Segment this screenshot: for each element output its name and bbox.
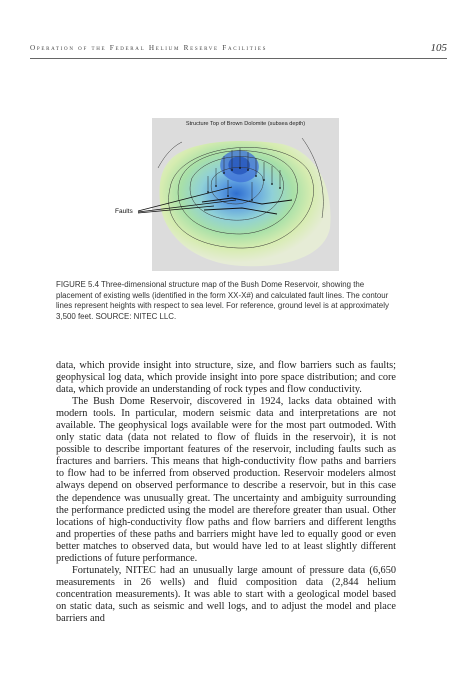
page-number: 105 — [430, 42, 447, 54]
structure-map-image — [152, 118, 339, 271]
paragraph: data, which provide insight into structure, size, and flow barriers such as faults; geophysical log data, which provide insight into pore space distribution; and core data, which provide an understanding of rock types and flow conductivity. — [56, 360, 396, 396]
paragraph: Fortunately, NITEC had an unusually large amount of pressure data (6,650 measurements in 26 wells) and fluid composition data (2,844 helium concentration measurements). It was able to start with a geological model based on static data, such as seismic and well logs, and to adjust the model and place barriers and — [56, 564, 396, 624]
faults-label: Faults — [115, 208, 133, 215]
figure-caption: FIGURE 5.4 Three-dimensional structure map of the Bush Dome Reservoir, showing the placement of existing wells (identified in the form XX-X#) and calculated fault lines. The contour lines represent heights with respect to sea level. For reference, ground level is at approximately 3,500 feet. SOURCE: NITEC LLC. — [56, 280, 389, 321]
running-header — [30, 44, 447, 58]
structure-map-figure — [152, 118, 339, 271]
running-title: Operation of the Federal Helium Reserve Facilities — [30, 44, 268, 52]
body-text — [56, 360, 396, 625]
header-rule — [30, 58, 447, 59]
map-title: Structure Top of Brown Dolomite (subsea depth) — [185, 121, 306, 127]
paragraph: The Bush Dome Reservoir, discovered in 1924, lacks data obtained with modern tools. In particular, modern seismic data and interpretations are not available. The geophysical logs available were for the most part outmoded. With only static data (data not related to flow of fluids in the reservoir), it is not possible to describe important features of the reservoir, including faults such as fractures and barriers. This means that high-conductivity flow paths and barriers to flow had to be inferred from observed production. Reservoir modelers almost always depend on observed performance to describe a reservoir, but in this case the dependence was unusually great. The uncertainty and ambiguity surrounding the performance predicted using the model are therefore greater than usual. Other locations of high-conductivity flow paths and flow barriers and different lengths and properties of these paths and barriers might have led to equally good or even better matches to observed data, but would have led to at least slightly different predictions of future performance. — [56, 396, 396, 564]
